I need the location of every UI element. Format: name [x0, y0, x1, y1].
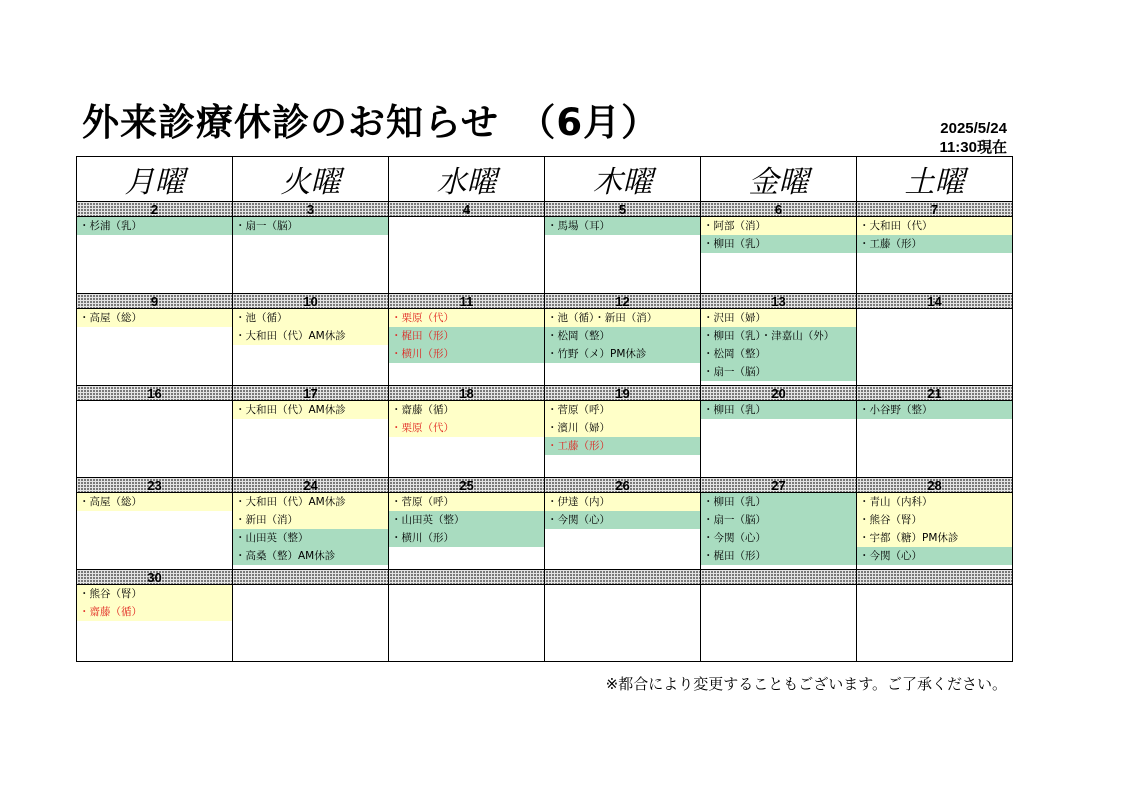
day-number: 24	[303, 477, 318, 493]
closure-entry: ・池（循）・新田（消）	[545, 309, 700, 327]
day-number: 2	[150, 201, 159, 217]
day-number-cell	[701, 202, 857, 217]
day-number-cell	[389, 478, 545, 493]
day-cell	[701, 401, 857, 478]
closure-entry: ・今関（心）	[545, 511, 700, 529]
closure-entry: ・扇一（脳）	[233, 217, 388, 235]
day-number: 16	[147, 385, 162, 401]
day-number	[621, 570, 625, 585]
closure-entry: ・梶田（形）	[389, 327, 544, 345]
day-number-cell	[857, 294, 1013, 309]
closure-entry: ・齋藤（循）	[77, 603, 232, 621]
closure-entry: ・山田英（整）	[389, 511, 544, 529]
weekday-thu: 木曜	[545, 157, 701, 202]
day-cell	[857, 585, 1013, 662]
day-number-cell	[545, 294, 701, 309]
week-row	[77, 309, 1013, 386]
closure-entry: ・柳田（乳）	[701, 235, 856, 253]
day-cell	[233, 493, 389, 570]
day-number-cell	[233, 386, 389, 401]
closure-entry: ・高桑（整）AM休診	[233, 547, 388, 565]
day-number-cell	[77, 570, 233, 585]
day-cell	[389, 585, 545, 662]
day-number	[309, 570, 313, 585]
day-number-cell	[701, 294, 857, 309]
closure-entry: ・杉浦（乳）	[77, 217, 232, 235]
day-number-cell	[857, 202, 1013, 217]
closure-entry: ・横川（形）	[389, 529, 544, 547]
closure-entry: ・栗原（代）	[389, 309, 544, 327]
day-cell	[545, 217, 701, 294]
date-row	[77, 478, 1013, 493]
as-of-time: 11:30現在	[939, 139, 1007, 156]
day-cell	[857, 401, 1013, 478]
day-number: 30	[147, 569, 162, 585]
weekday-mon: 月曜	[77, 157, 233, 202]
day-cell	[701, 493, 857, 570]
day-cell	[389, 401, 545, 478]
day-number-cell	[857, 570, 1013, 585]
day-cell	[857, 493, 1013, 570]
closure-entry: ・大和田（代）AM休診	[233, 493, 388, 511]
day-cell	[233, 401, 389, 478]
day-number: 20	[771, 385, 786, 401]
day-number	[777, 570, 781, 585]
closure-entry: ・松岡（整）	[545, 327, 700, 345]
closure-entry: ・柳田（乳）	[701, 401, 856, 419]
day-cell	[545, 401, 701, 478]
closure-entry: ・山田英（整）	[233, 529, 388, 547]
date-row	[77, 294, 1013, 309]
day-cell	[77, 309, 233, 386]
closure-entry: ・梶田（形）	[701, 547, 856, 565]
day-cell	[77, 493, 233, 570]
day-number: 7	[930, 201, 939, 217]
day-number-cell	[857, 386, 1013, 401]
day-number: 10	[303, 293, 318, 309]
page-title: 外来診療休診のお知らせ （6月）	[82, 101, 660, 144]
day-number: 4	[462, 201, 471, 217]
date-row	[77, 202, 1013, 217]
day-number-cell	[545, 386, 701, 401]
closure-entry: ・竹野（メ）PM休診	[545, 345, 700, 363]
as-of-stamp	[939, 119, 1007, 157]
weekday-tue: 火曜	[233, 157, 389, 202]
day-cell	[389, 493, 545, 570]
day-number-cell	[545, 202, 701, 217]
day-number-cell	[857, 478, 1013, 493]
day-number: 6	[774, 201, 783, 217]
day-number: 25	[459, 477, 474, 493]
closure-entry: ・熊谷（腎）	[857, 511, 1012, 529]
date-row	[77, 386, 1013, 401]
day-number: 5	[618, 201, 627, 217]
closure-entry: ・小谷野（整）	[857, 401, 1012, 419]
closure-entry: ・柳田（乳）・津嘉山（外）	[701, 327, 856, 345]
closure-entry: ・横川（形）	[389, 345, 544, 363]
closure-entry: ・宇都（糖）PM休診	[857, 529, 1012, 547]
closure-entry: ・齋藤（循）	[389, 401, 544, 419]
day-number-cell	[77, 202, 233, 217]
day-number-cell	[77, 386, 233, 401]
closure-entry: ・馬場（耳）	[545, 217, 700, 235]
day-cell	[701, 217, 857, 294]
day-number: 26	[615, 477, 630, 493]
closure-entry: ・今関（心）	[857, 547, 1012, 565]
week-row	[77, 585, 1013, 662]
day-number-cell	[233, 478, 389, 493]
closure-entry: ・工藤（形）	[857, 235, 1012, 253]
day-cell	[233, 585, 389, 662]
day-number: 13	[771, 293, 786, 309]
day-number	[933, 570, 937, 585]
closure-entry: ・大和田（代）	[857, 217, 1012, 235]
closure-entry: ・大和田（代）AM休診	[233, 327, 388, 345]
closure-calendar	[76, 156, 1013, 662]
week-row	[77, 401, 1013, 478]
weekday-wed: 水曜	[389, 157, 545, 202]
day-cell	[545, 585, 701, 662]
day-number: 3	[306, 201, 315, 217]
footer-note: ※都合により変更することもございます。ご了承ください。	[605, 675, 1007, 693]
week-row	[77, 217, 1013, 294]
closure-entry: ・高屋（総）	[77, 309, 232, 327]
closure-entry: ・熊谷（腎）	[77, 585, 232, 603]
day-cell	[389, 309, 545, 386]
day-number: 28	[927, 477, 942, 493]
closure-entry: ・柳田（乳）	[701, 493, 856, 511]
closure-entry: ・伊達（内）	[545, 493, 700, 511]
day-cell	[545, 309, 701, 386]
day-number-cell	[701, 478, 857, 493]
day-cell	[701, 585, 857, 662]
day-number-cell	[389, 386, 545, 401]
week-row	[77, 493, 1013, 570]
closure-entry: ・青山（内科）	[857, 493, 1012, 511]
day-number: 23	[147, 477, 162, 493]
closure-entry: ・松岡（整）	[701, 345, 856, 363]
day-number-cell	[389, 294, 545, 309]
day-number: 18	[459, 385, 474, 401]
day-cell	[545, 493, 701, 570]
day-number-cell	[77, 294, 233, 309]
closure-entry: ・今関（心）	[701, 529, 856, 547]
closure-entry: ・阿部（消）	[701, 217, 856, 235]
day-number-cell	[545, 570, 701, 585]
day-number-cell	[389, 202, 545, 217]
day-cell	[233, 309, 389, 386]
weekday-sat: 土曜	[857, 157, 1013, 202]
closure-entry: ・沢田（婦）	[701, 309, 856, 327]
closure-entry: ・扇一（脳）	[701, 511, 856, 529]
date-row	[77, 570, 1013, 585]
day-cell	[389, 217, 545, 294]
day-number-cell	[545, 478, 701, 493]
weekday-fri: 金曜	[701, 157, 857, 202]
day-number-cell	[233, 202, 389, 217]
weekday-header-row	[77, 157, 1013, 202]
closure-entry: ・池（循）	[233, 309, 388, 327]
day-cell	[233, 217, 389, 294]
closure-entry: ・栗原（代）	[389, 419, 544, 437]
day-number: 9	[150, 293, 159, 309]
day-number: 19	[615, 385, 630, 401]
day-number-cell	[233, 294, 389, 309]
closure-entry: ・扇一（脳）	[701, 363, 856, 381]
day-cell	[701, 309, 857, 386]
day-cell	[857, 217, 1013, 294]
closure-entry: ・菅原（呼）	[545, 401, 700, 419]
day-number-cell	[77, 478, 233, 493]
day-number	[465, 570, 469, 585]
day-cell	[77, 217, 233, 294]
closure-entry: ・高屋（総）	[77, 493, 232, 511]
day-number-cell	[701, 570, 857, 585]
closure-entry: ・濱川（婦）	[545, 419, 700, 437]
day-number: 21	[927, 385, 942, 401]
day-cell	[77, 585, 233, 662]
as-of-date: 2025/5/24	[940, 120, 1007, 137]
day-number: 12	[615, 293, 630, 309]
day-number-cell	[233, 570, 389, 585]
closure-entry: ・大和田（代）AM休診	[233, 401, 388, 419]
day-number-cell	[701, 386, 857, 401]
closure-entry: ・新田（消）	[233, 511, 388, 529]
day-number: 17	[303, 385, 318, 401]
day-number: 14	[927, 293, 942, 309]
closure-entry: ・工藤（形）	[545, 437, 700, 455]
day-cell	[77, 401, 233, 478]
day-number-cell	[389, 570, 545, 585]
closure-entry: ・菅原（呼）	[389, 493, 544, 511]
day-number: 27	[771, 477, 786, 493]
day-cell	[857, 309, 1013, 386]
day-number: 11	[459, 293, 474, 309]
